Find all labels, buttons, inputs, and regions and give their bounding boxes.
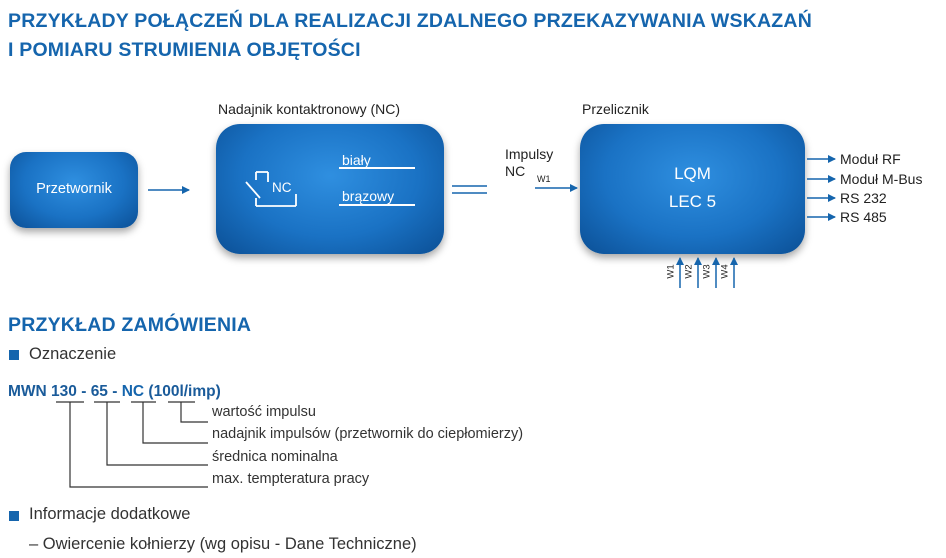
additional-info-bullet — [9, 511, 19, 521]
output-label-mbus: Moduł M-Bus — [840, 171, 923, 187]
input-w3-label: W3 — [701, 264, 713, 279]
code-part-transmitter: NC — [121, 383, 145, 400]
page-title-line-2: I POMIARU STRUMIENIA OBJĘTOŚCI — [8, 39, 361, 61]
code-part-impulse: (100l/imp) — [144, 383, 221, 400]
calculator-model: LQM — [674, 164, 711, 183]
code-part-diameter: 65 — [90, 383, 108, 400]
page-title-line-1: PRZYKŁADY POŁĄCZEŃ DLA REALIZACJI ZDALNEGO PRZEKAZYWANIA WSKAZAŃ — [8, 10, 812, 32]
code-separator-1: - — [76, 383, 91, 400]
transmitter-caption: Nadajnik kontaktronowy (NC) — [218, 101, 401, 117]
converter-label: Przetwornik — [36, 181, 112, 197]
reed-switch-symbol — [246, 172, 296, 206]
additional-info-item: – Owiercenie kołnierzy (wg opisu - Dane Techniczne) — [29, 535, 417, 553]
wire-brown-label: brązowy — [342, 188, 395, 204]
explanation-impulse-value: wartość impulsu — [212, 404, 316, 420]
input-w1-label: W1 — [537, 174, 551, 184]
order-heading: PRZYKŁAD ZAMÓWIENIA — [8, 314, 252, 336]
input-w2-label: W2 — [683, 264, 695, 279]
explanation-max-temperature: max. tempteratura pracy — [212, 471, 370, 487]
output-label-rs485: RS 485 — [840, 209, 887, 225]
calculator-type: LEC 5 — [668, 192, 717, 211]
explanation-transmitter: nadajnik impulsów (przetwornik do ciepłomierzy) — [212, 426, 524, 442]
explanation-nominal-diameter: średnica nominalna — [212, 449, 338, 465]
wire-white-label: biały — [342, 152, 371, 168]
designation-bullet — [9, 350, 19, 360]
code-part-type: MWN 130 — [8, 383, 77, 400]
additional-info-label: Informacje dodatkowe — [29, 505, 191, 523]
output-label-rs232: RS 232 — [840, 190, 887, 206]
calculator-caption: Przelicznik — [582, 101, 649, 117]
transmitter-nc-label: NC — [272, 180, 292, 195]
impulses-label-line-2: NC — [505, 163, 526, 179]
impulses-label-line-1: Impulsy — [505, 146, 554, 162]
order-code-brackets — [56, 402, 208, 487]
designation-label: Oznaczenie — [29, 345, 117, 363]
output-label-rf: Moduł RF — [840, 151, 901, 167]
input-w1-bottom-label: W1 — [665, 264, 677, 279]
code-separator-2: - — [107, 383, 122, 400]
input-w4-label: W4 — [719, 264, 731, 279]
order-code — [8, 383, 221, 401]
